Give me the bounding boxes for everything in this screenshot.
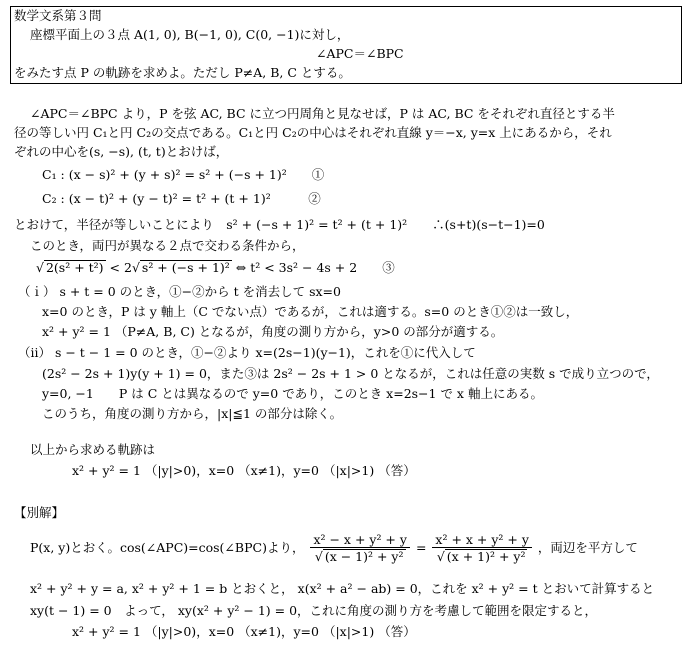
fraction-2-numerator: x² + x + y² + y bbox=[432, 532, 532, 548]
problem-line-2: ∠APC＝∠BPC bbox=[316, 46, 404, 61]
conclusion-heading: 以上から求める軌跡は bbox=[30, 442, 156, 457]
alternative-after-fraction: ，両辺を平方して bbox=[537, 540, 638, 555]
fraction-2-denominator: √ (x + 1)² + y² bbox=[436, 549, 526, 564]
case-2-line-3: このうち，角度の測り方から，|x|≦1 の部分は除く。 bbox=[42, 406, 343, 421]
case-1-line-2: x² + y² = 1 （P≠A, B, C) となるが，角度の測り方から，y>0 の部分が適する。 bbox=[42, 324, 504, 339]
alternative-line-3: xy(t − 1) = 0 よって， xy(x² + y² − 1) = 0，これに角度の測り方を考慮して範囲を限定すると， bbox=[30, 603, 598, 618]
circle-equation-2: C₂ : (x − t)² + (y − t)² = t² + (t + 1)² ② bbox=[42, 191, 321, 206]
sqrt-symbol-4: √ bbox=[436, 549, 445, 564]
alternative-label: 【別解】 bbox=[14, 505, 65, 520]
problem-line-3: をみたす点 P の軌跡を求めよ。ただし P≠A, B, C とする。 bbox=[14, 65, 351, 80]
alternative-intro: P(x, y)とおく。cos(∠APC)=cos(∠BPC)より， bbox=[30, 540, 305, 555]
intersection-inequality bbox=[36, 260, 395, 276]
problem-line-1: 座標平面上の３点 A(1, 0), B(−1, 0), C(0, −1)に対し， bbox=[30, 27, 350, 42]
fraction-1-denominator: √ (x − 1)² + y² bbox=[314, 549, 404, 564]
alternative-intro-line bbox=[30, 531, 638, 565]
inequality-lhs: 2(s² + t²) bbox=[45, 260, 104, 275]
radius-equality: とおけて，半径が等しいことにより s² + (−s + 1)² = t² + (t + 1)² ∴(s+t)(s−t−1)=0 bbox=[14, 217, 545, 232]
alternative-line-2: x² + y² + y = a, x² + y² + 1 = b とおくと， x(x² + a² − ab) = 0，これを x² + y² = t とおいて計算すると bbox=[30, 581, 655, 596]
final-answer: x² + y² = 1 （|y|>0)，x=0 （x≠1)，y=0 （|x|>1) （答） bbox=[72, 463, 416, 478]
inequality-rhs: ⇔ t² < 3s² − 4s + 2 ③ bbox=[231, 260, 395, 275]
cosine-fraction-2 bbox=[432, 532, 532, 565]
case-2-line-2: y=0, −1 P は C とは異なるので y=0 であり，このとき x=2s−1 で x 軸上にある。 bbox=[42, 386, 543, 401]
alternative-answer: x² + y² = 1 （|y|>0)，x=0 （x≠1)，y=0 （|x|>1) （答） bbox=[72, 624, 416, 639]
case-1-line-1: x=0 のとき，P は y 軸上（C でない点）であるが，これは適する。s=0 のとき①②は一致し， bbox=[42, 304, 579, 319]
case-2-heading: （ⅱ） s − t − 1 = 0 のとき，①−②より x=(2s−1)(y−1)，これを①に代入して bbox=[18, 345, 476, 360]
inequality-mid: < 2 bbox=[105, 260, 132, 275]
solution-para-3: ぞれの中心を(s, −s), (t, t)とおけば， bbox=[14, 144, 229, 159]
fraction-1-numerator: x² − x + y² + y bbox=[310, 532, 410, 548]
solution-para-2: 径の等しい円 C₁と円 C₂の交点である。C₁と円 C₂の中心はそれぞれ直線 y＝−x, y=x 上にあるから，それ bbox=[14, 125, 612, 140]
problem-title: 数学文系第３問 bbox=[14, 8, 102, 23]
sqrt-symbol-2: √ bbox=[131, 260, 140, 275]
intersection-condition-text: このとき，両円が異なる２点で交わる条件から， bbox=[30, 238, 305, 253]
fraction-equals: = bbox=[415, 540, 427, 555]
solution-para-1: ∠APC＝∠BPC より，P を弦 AC, BC に立つ円周角と見なせば，P は AC, BC をそれぞれ直径とする半 bbox=[30, 106, 615, 121]
case-2-line-1: (2s² − 2s + 1)y(y + 1) = 0，また③は 2s² − 2s + 1 > 0 となるが，これは任意の実数 s で成り立つので， bbox=[42, 366, 659, 381]
cosine-fraction-1 bbox=[310, 532, 410, 565]
sqrt-symbol-1: √ bbox=[36, 260, 44, 275]
circle-equation-1: C₁ : (x − s)² + (y + s)² = s² + (−s + 1)² ① bbox=[42, 167, 325, 182]
inequality-radicand: s² + (−s + 1)² bbox=[141, 260, 230, 275]
sqrt-symbol-3: √ bbox=[314, 549, 323, 564]
case-1-heading: （ｉ） s + t = 0 のとき，①−②から t を消去して sx=0 bbox=[18, 284, 341, 299]
